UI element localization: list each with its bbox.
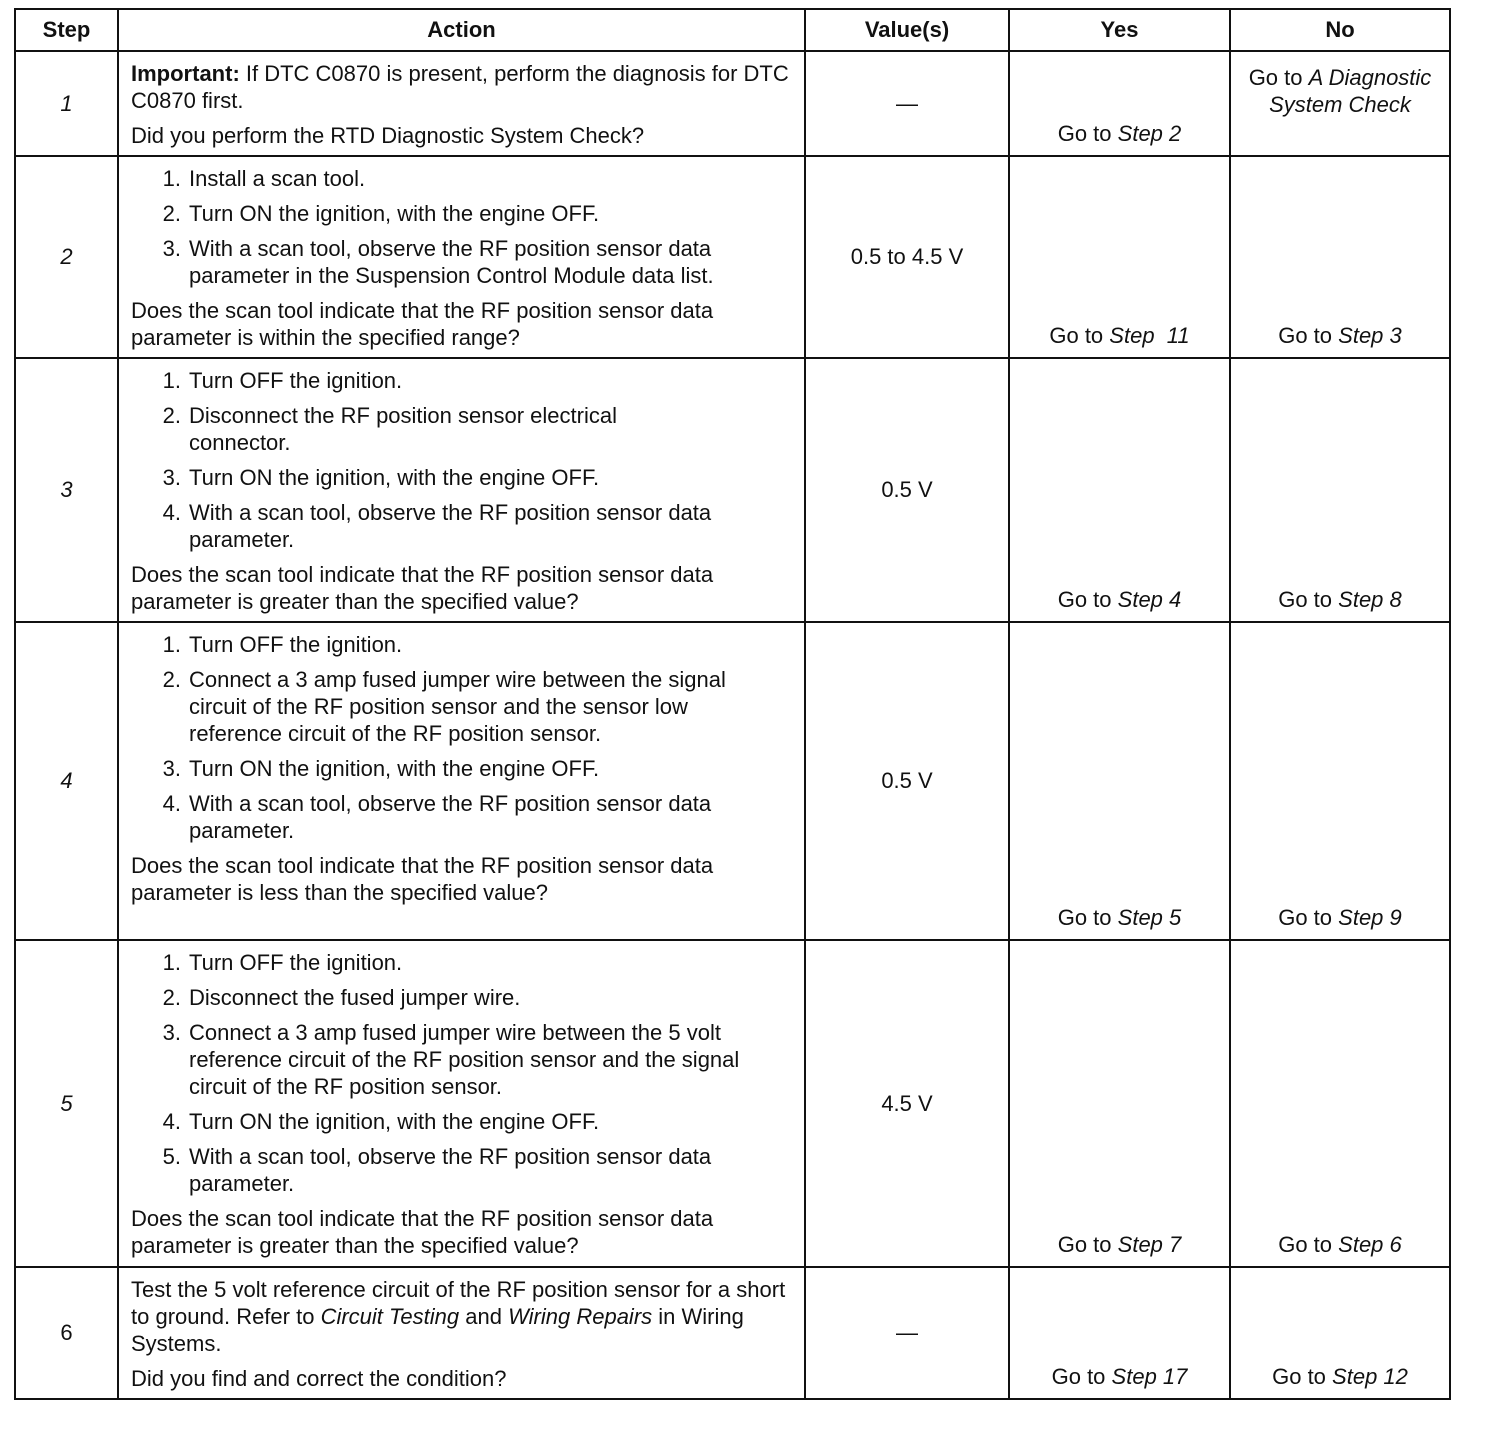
item-text: With a scan tool, observe the RF position sensor data parameter. [189, 500, 712, 552]
instruction-text [131, 1276, 792, 1357]
action-cell [118, 51, 805, 156]
yes-cell [1009, 156, 1230, 358]
item-number: 5. [162, 1144, 181, 1169]
no-cell [1230, 622, 1450, 940]
item-number: 4. [162, 500, 181, 525]
value-cell: 4.5 V [805, 940, 1009, 1267]
value-cell: 0.5 to 4.5 V [805, 156, 1009, 358]
question-text: Does the scan tool indicate that the RF position sensor data parameter is less than the specified value? [131, 853, 714, 905]
list-item [131, 200, 792, 227]
table-row [15, 1267, 1450, 1399]
no-target: Step 12 [1332, 1364, 1408, 1389]
table-row [15, 156, 1450, 358]
item-number: 2. [162, 403, 181, 428]
list-item [131, 755, 792, 782]
goto-text: Go to [1049, 323, 1104, 348]
item-text: Connect a 3 amp fused jumper wire between the signal circuit of the RF position sensor and the sensor low reference circuit of the RF position sensor. [189, 667, 726, 746]
important-note [131, 60, 792, 114]
item-text: Disconnect the RF position sensor electrical connector. [189, 403, 617, 455]
item-number: 1. [162, 950, 181, 975]
list-item [131, 402, 792, 456]
item-text: Disconnect the fused jumper wire. [189, 985, 521, 1010]
yes-target: Step 7 [1117, 1232, 1182, 1257]
header-row [15, 9, 1450, 51]
list-item [131, 1143, 792, 1197]
table-row [15, 358, 1450, 622]
yes-cell [1009, 622, 1230, 940]
goto-text: Go to [1057, 587, 1112, 612]
list-item [131, 1108, 792, 1135]
item-text: Turn ON the ignition, with the engine OFF. [189, 201, 600, 226]
yes-cell [1009, 1267, 1230, 1399]
reference-circuit-testing: Circuit Testing [320, 1304, 460, 1329]
yes-target: Step 11 [1109, 323, 1190, 348]
action-list [131, 165, 792, 289]
goto-text: Go to [1278, 1232, 1333, 1257]
action-list [131, 631, 792, 844]
instruction-part: Test the 5 volt reference circuit of the RF position sensor for a short to ground. Refer to [131, 1277, 786, 1329]
item-text: With a scan tool, observe the RF position sensor data parameter. [189, 791, 712, 843]
goto-text: Go to [1248, 65, 1303, 90]
goto-text: Go to [1278, 905, 1333, 930]
goto-text: Go to [1278, 323, 1333, 348]
list-item [131, 790, 792, 844]
no-cell [1230, 358, 1450, 622]
yes-cell [1009, 940, 1230, 1267]
yes-target: Step 4 [1117, 587, 1182, 612]
goto-text: Go to [1278, 587, 1333, 612]
yes-cell [1009, 51, 1230, 156]
list-item [131, 984, 792, 1011]
instruction-part: and [459, 1304, 509, 1329]
table-row [15, 51, 1450, 156]
header-action: Action [118, 9, 805, 51]
header-yes: Yes [1009, 9, 1230, 51]
item-number: 1. [162, 166, 181, 191]
no-target: Step 6 [1338, 1232, 1402, 1257]
item-number: 2. [162, 985, 181, 1010]
action-cell [118, 940, 805, 1267]
item-number: 2. [162, 201, 181, 226]
goto-text: Go to [1057, 1232, 1112, 1257]
item-text: Turn ON the ignition, with the engine OFF. [189, 1109, 600, 1134]
list-item [131, 235, 792, 289]
item-text: With a scan tool, observe the RF position sensor data parameter. [189, 1144, 712, 1196]
item-number: 3. [162, 465, 181, 490]
reference-wiring-repairs: Wiring Repairs [508, 1304, 653, 1329]
no-target: Step 8 [1338, 587, 1402, 612]
action-cell [118, 156, 805, 358]
list-item [131, 666, 792, 747]
step-number: 1 [15, 51, 118, 156]
yes-target: Step 5 [1117, 905, 1182, 930]
table-row [15, 622, 1450, 940]
no-target: Step 9 [1338, 905, 1402, 930]
item-text: Install a scan tool. [189, 166, 366, 191]
action-list [131, 367, 792, 553]
list-item [131, 367, 792, 394]
item-number: 3. [162, 1020, 181, 1045]
header-values: Value(s) [805, 9, 1009, 51]
goto-text: Go to [1051, 1364, 1106, 1389]
action-list [131, 949, 792, 1197]
item-number: 3. [162, 756, 181, 781]
action-cell [118, 622, 805, 940]
list-item [131, 1019, 792, 1100]
value-cell: 0.5 V [805, 622, 1009, 940]
list-item [131, 949, 792, 976]
action-cell [118, 358, 805, 622]
item-number: 4. [162, 1109, 181, 1134]
value-cell: — [805, 51, 1009, 156]
item-text: Connect a 3 amp fused jumper wire between the 5 volt reference circuit of the RF position sensor and the signal circuit of the RF position sensor. [189, 1020, 740, 1099]
value-cell: — [805, 1267, 1009, 1399]
list-item [131, 464, 792, 491]
goto-text: Go to [1057, 905, 1112, 930]
list-item [131, 165, 792, 192]
question-text: Did you perform the RTD Diagnostic System Check? [131, 123, 645, 148]
item-text: Turn OFF the ignition. [189, 632, 403, 657]
step-number: 2 [15, 156, 118, 358]
value-cell: 0.5 V [805, 358, 1009, 622]
question-text: Does the scan tool indicate that the RF position sensor data parameter is greater than the specified value? [131, 562, 714, 614]
no-cell [1230, 1267, 1450, 1399]
step-number: 3 [15, 358, 118, 622]
item-number: 4. [162, 791, 181, 816]
header-no: No [1230, 9, 1450, 51]
question-text: Does the scan tool indicate that the RF position sensor data parameter is within the specified range? [131, 298, 714, 350]
item-number: 2. [162, 667, 181, 692]
item-text: Turn ON the ignition, with the engine OFF. [189, 756, 600, 781]
item-number: 3. [162, 236, 181, 261]
diagnostic-table [14, 8, 1451, 1400]
question-text: Does the scan tool indicate that the RF position sensor data parameter is greater than the specified value? [131, 1206, 714, 1258]
list-item [131, 631, 792, 658]
no-cell [1230, 940, 1450, 1267]
step-number: 4 [15, 622, 118, 940]
item-text: With a scan tool, observe the RF position sensor data parameter in the Suspension Control Module data list. [189, 236, 714, 288]
item-text: Turn OFF the ignition. [189, 950, 403, 975]
no-target: A Diagnostic System Check [1269, 65, 1432, 117]
question-text: Did you find and correct the condition? [131, 1366, 507, 1391]
no-cell [1230, 156, 1450, 358]
header-step: Step [15, 9, 118, 51]
table-row [15, 940, 1450, 1267]
item-number: 1. [162, 632, 181, 657]
list-item [131, 499, 792, 553]
no-cell [1230, 51, 1450, 156]
no-target: Step 3 [1338, 323, 1402, 348]
item-number: 1. [162, 368, 181, 393]
important-text: If DTC C0870 is present, perform the diagnosis for DTC C0870 first. [131, 61, 789, 113]
yes-target: Step 17 [1111, 1364, 1188, 1389]
goto-text: Go to [1057, 121, 1112, 146]
yes-cell [1009, 358, 1230, 622]
item-text: Turn OFF the ignition. [189, 368, 403, 393]
yes-target: Step 2 [1117, 121, 1182, 146]
item-text: Turn ON the ignition, with the engine OFF. [189, 465, 600, 490]
goto-text: Go to [1272, 1364, 1326, 1389]
action-cell [118, 1267, 805, 1399]
important-label: Important: [131, 61, 240, 86]
step-number: 5 [15, 940, 118, 1267]
step-number: 6 [15, 1267, 118, 1399]
instruction-part: in Wiring Systems. [131, 1304, 744, 1356]
